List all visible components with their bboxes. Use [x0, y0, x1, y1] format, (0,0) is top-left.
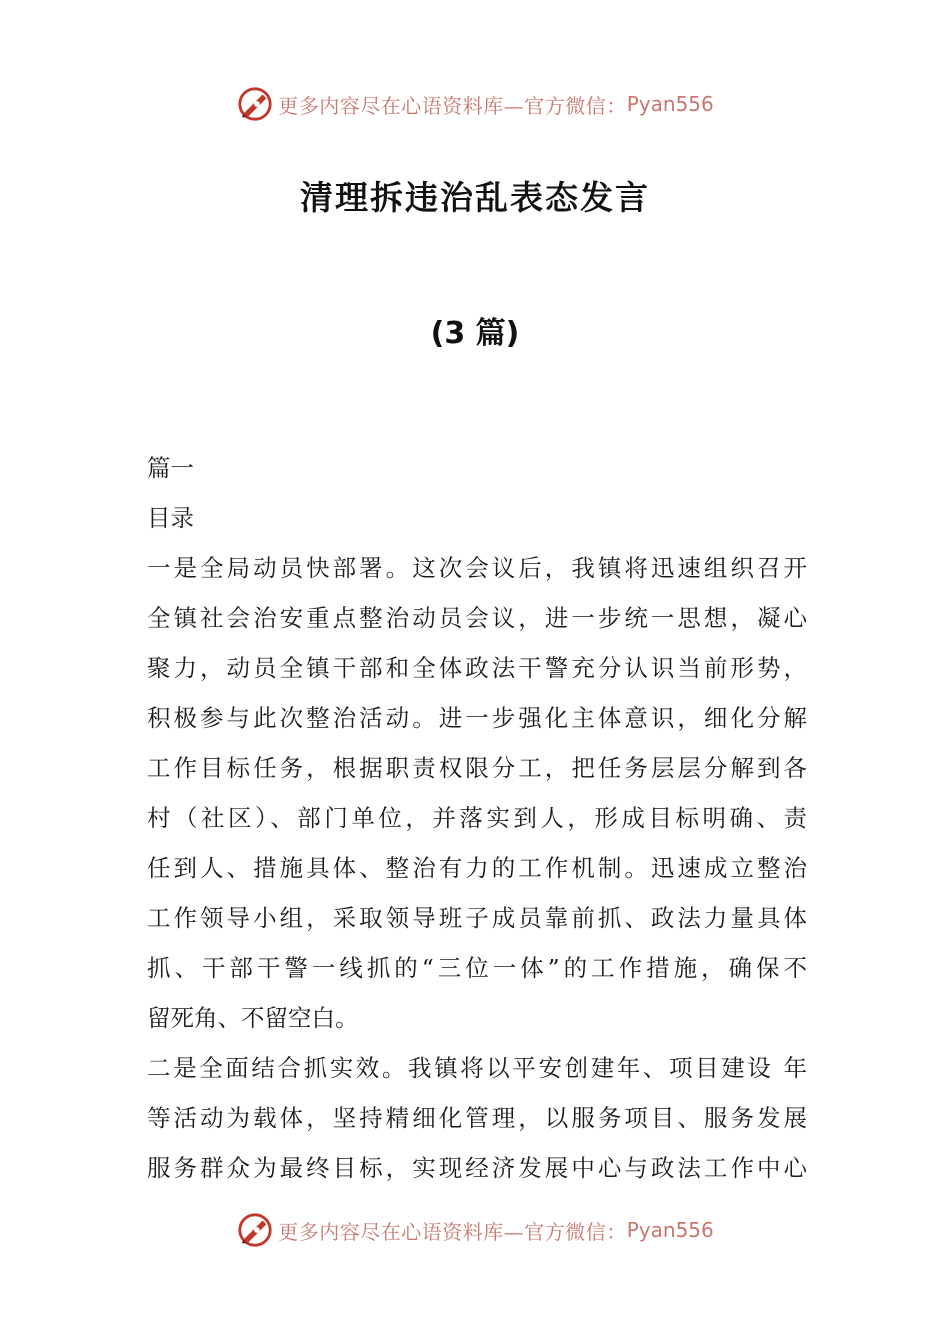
watermark-banner-bottom — [0, 1210, 950, 1250]
body-line: 村（社区）、部门单位，并落实到人，形成目标明确、责 — [147, 804, 807, 832]
body-line: 聚力，动员全镇干部和全体政法干警充分认识当前形势， — [147, 654, 807, 682]
body-line: 抓、干部干警一线抓的“三位一体”的工作措施，确保不 — [147, 954, 807, 982]
watermark-wechat-id: Pyan556 — [626, 92, 714, 116]
toc-label: 目录 — [147, 504, 194, 532]
watermark-text: 更多内容尽在心语资料库—官方微信： — [278, 1219, 627, 1244]
body-line: 留死角、不留空白。 — [147, 1004, 359, 1032]
document-title: 清理拆违治乱表态发言 — [300, 178, 650, 217]
body-line: 积极参与此次整治活动。进一步强化主体意识，细化分解 — [147, 704, 807, 732]
pen-logo-icon — [236, 85, 274, 123]
body-line: 服务群众为最终目标，实现经济发展中心与政法工作中心 — [147, 1154, 807, 1182]
body-line: 工作领导小组，采取领导班子成员靠前抓、政法力量具体 — [147, 904, 807, 932]
watermark-text: 更多内容尽在心语资料库—官方微信： — [278, 93, 627, 118]
document-body — [147, 443, 807, 1193]
body-line: 一是全局动员快部署。这次会议后，我镇将迅速组织召开 — [147, 554, 807, 582]
body-line: 全镇社会治安重点整治动员会议，进一步统一思想，凝心 — [147, 604, 807, 632]
watermark-wechat-id: Pyan556 — [626, 1218, 714, 1242]
body-line: 工作目标任务，根据职责权限分工，把任务层层分解到各 — [147, 754, 807, 782]
body-line: 等活动为载体，坚持精细化管理，以服务项目、服务发展 — [147, 1104, 807, 1132]
pen-logo-icon — [236, 1211, 274, 1249]
section-label: 篇一 — [147, 454, 194, 482]
body-line: 任到人、措施具体、整治有力的工作机制。迅速成立整治 — [147, 854, 807, 882]
body-line: 二是全面结合抓实效。我镇将以平安创建年、项目建设 年 — [147, 1054, 807, 1082]
document-subtitle: (3 篇) — [430, 316, 520, 351]
watermark-banner-top — [0, 84, 950, 124]
